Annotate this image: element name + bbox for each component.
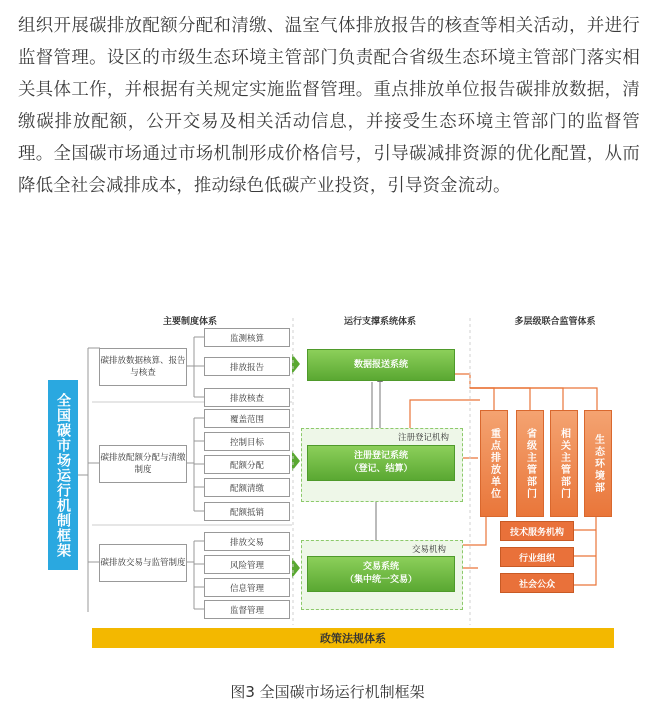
system-registry [307,445,455,481]
category-allowance: 碳排放配额分配与清缴制度 [99,445,187,483]
item: 配额抵销 [204,502,290,521]
item: 风险管理 [204,555,290,574]
regulator-key-emitters: 重点排放单位 [480,410,508,517]
item: 排放交易 [204,532,290,551]
service-tech: 技术服务机构 [500,521,574,541]
system-data-reporting [307,349,455,381]
item: 排放核查 [204,388,290,407]
policy-law-bar: 政策法规体系 [92,628,614,648]
regulator-mee: 生态环境部 [584,410,612,517]
col2-title: 运行支撑系统体系 [343,317,416,327]
item: 监督管理 [204,600,290,619]
item: 排放报告 [204,357,290,376]
category-trading: 碳排放交易与监管制度 [99,544,187,582]
item: 配额清缴 [204,478,290,497]
service-industry: 行业组织 [500,547,574,567]
body-paragraph: 组织开展碳排放配额分配和清缴、温室气体排放报告的核查等相关活动，并进行监督管理。设区的市级生态环境主管部门负责配合省级生态环境主管部门落实相关具体工作，并根据有关规定实施监督管理。重点排放单位报告碳排放数据，清缴碳排放配额，公开交易及相关活动信息，并接受生态环境主管部门的监督管理。全国碳市场通过市场机制形成价格信号，引导碳减排资源的优化配置，从而降低全社会减排成本，推动绿色低碳产业投资，引导资金流动。 [18,16,640,196]
service-public: 社会公众 [500,573,574,593]
item: 信息管理 [204,578,290,597]
mechanism-label-registry: 注册登记机构 [398,433,450,443]
regulator-related: 相关主管部门 [550,410,578,517]
category-data-accounting: 碳排放数据核算、报告与核查 [99,348,187,386]
system-trading [307,556,455,592]
figure-caption: 图3 全国碳市场运行机制框架 [230,683,425,701]
system-sublabel: （登记、结算） [349,464,413,474]
col3-title: 多层级联合监管体系 [514,317,596,327]
item: 监测核算 [204,328,290,347]
system-label: 数据报送系统 [353,359,408,370]
item: 控制目标 [204,432,290,451]
item: 配额分配 [204,455,290,474]
regulator-provincial: 省级主管部门 [516,410,544,517]
col1-title: 主要制度体系 [162,317,217,327]
mechanism-label-trading: 交易机构 [412,545,447,555]
main-title: 全国碳市场运行机制框架 [48,380,78,570]
system-label: 交易系统 [362,562,399,572]
item: 覆盖范围 [204,409,290,428]
system-label: 注册登记系统 [353,451,408,461]
system-sublabel: （集中统一交易） [344,575,417,585]
